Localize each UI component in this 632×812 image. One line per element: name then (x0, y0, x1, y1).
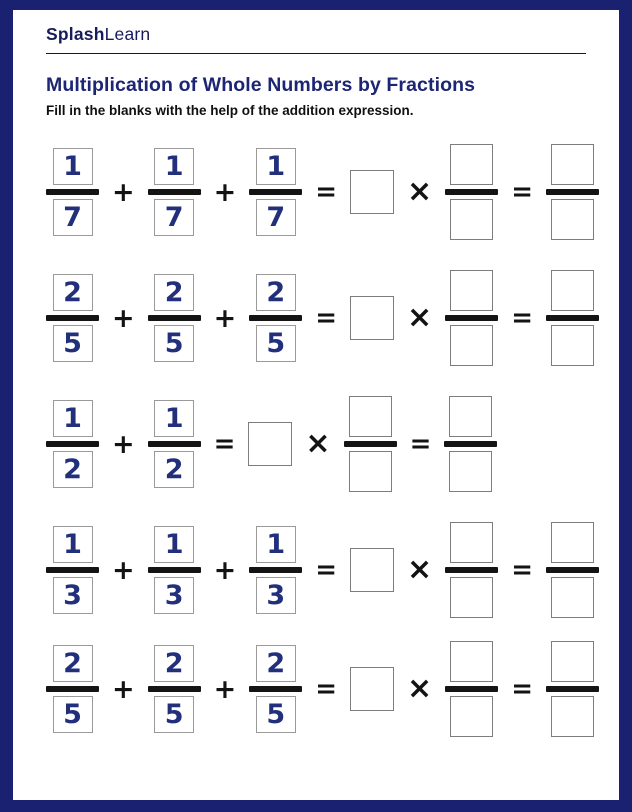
whole-number-input-box[interactable] (248, 422, 292, 466)
numerator-box: 2 (256, 274, 296, 311)
header (46, 24, 599, 118)
page-title: Multiplication of Whole Numbers by Fractions (46, 74, 476, 96)
plus-operator: + (112, 302, 135, 334)
denominator-input-box[interactable] (449, 451, 492, 492)
equation-row (46, 270, 599, 366)
numerator-box: 1 (53, 526, 93, 563)
equation-row (46, 522, 599, 618)
factor-fraction (445, 522, 498, 618)
result-fraction (546, 522, 599, 618)
plus-operator: + (213, 673, 237, 705)
fraction-bar (249, 567, 302, 573)
times-operator: × (407, 300, 433, 336)
numerator-box: 2 (256, 645, 296, 682)
fraction-bar (148, 315, 201, 321)
fraction-bar (546, 315, 599, 321)
denominator-box: 3 (256, 577, 296, 614)
fraction-bar (444, 441, 497, 447)
plus-operator: + (213, 554, 237, 586)
numerator-box: 1 (154, 400, 194, 437)
numerator-input-box[interactable] (551, 522, 594, 563)
denominator-box: 3 (53, 577, 93, 614)
numerator-box: 1 (154, 526, 194, 563)
plus-operator: + (112, 428, 135, 460)
plus-operator: + (112, 673, 135, 705)
addend-fraction (46, 645, 99, 733)
fraction-bar (546, 189, 599, 195)
denominator-input-box[interactable] (450, 696, 493, 737)
fraction-bar (445, 189, 498, 195)
numerator-input-box[interactable] (551, 270, 594, 311)
fraction-bar (46, 189, 99, 195)
plus-operator: + (112, 554, 135, 586)
factor-fraction (445, 144, 498, 240)
header-divider (46, 53, 586, 54)
equals-operator: = (315, 674, 338, 705)
denominator-input-box[interactable] (450, 325, 493, 366)
times-operator: × (407, 671, 433, 707)
whole-number-input-box[interactable] (350, 667, 394, 711)
equals-operator: = (511, 674, 533, 705)
plus-operator: + (213, 176, 237, 208)
numerator-box: 2 (53, 274, 93, 311)
logo-text-bold: Splash (46, 24, 105, 44)
addend-fraction (46, 274, 99, 362)
equals-operator: = (409, 429, 432, 460)
denominator-input-box[interactable] (450, 577, 493, 618)
denominator-input-box[interactable] (551, 577, 594, 618)
equals-operator: = (315, 555, 338, 586)
numerator-input-box[interactable] (450, 522, 493, 563)
numerator-input-box[interactable] (551, 144, 594, 185)
worksheet-page (13, 10, 619, 800)
whole-number-input-box[interactable] (350, 296, 394, 340)
instructions-text: Fill in the blanks with the help of the addition expression. (46, 103, 414, 119)
denominator-box: 5 (53, 696, 93, 733)
numerator-input-box[interactable] (551, 641, 594, 682)
fraction-bar (46, 686, 99, 692)
equation-row (46, 144, 599, 240)
addend-fraction (249, 274, 302, 362)
denominator-box: 7 (154, 199, 194, 236)
whole-number-input-box[interactable] (350, 548, 394, 592)
addend-fraction (148, 148, 201, 236)
factor-fraction (445, 270, 498, 366)
equals-operator: = (511, 177, 533, 208)
fraction-bar (249, 315, 302, 321)
fraction-bar (445, 686, 498, 692)
result-fraction (444, 396, 497, 492)
fraction-bar (249, 686, 302, 692)
fraction-bar (46, 441, 99, 447)
numerator-box: 2 (53, 645, 93, 682)
factor-fraction (445, 641, 498, 737)
fraction-bar (148, 441, 201, 447)
fraction-bar (546, 567, 599, 573)
addend-fraction (249, 526, 302, 614)
addend-fraction (249, 645, 302, 733)
numerator-box: 2 (154, 645, 194, 682)
result-fraction (546, 641, 599, 737)
numerator-box: 1 (53, 400, 93, 437)
denominator-input-box[interactable] (551, 696, 594, 737)
denominator-box: 5 (154, 325, 194, 362)
equals-operator: = (315, 177, 338, 208)
worksheet-rows (46, 144, 599, 737)
equals-operator: = (213, 429, 236, 460)
fraction-bar (148, 189, 201, 195)
fraction-bar (546, 686, 599, 692)
addend-fraction (46, 400, 99, 488)
denominator-input-box[interactable] (551, 325, 594, 366)
numerator-input-box[interactable] (450, 270, 493, 311)
numerator-input-box[interactable] (450, 641, 493, 682)
equals-operator: = (315, 303, 338, 334)
denominator-input-box[interactable] (349, 451, 392, 492)
numerator-box: 1 (154, 148, 194, 185)
denominator-box: 5 (53, 325, 93, 362)
numerator-box: 1 (53, 148, 93, 185)
denominator-input-box[interactable] (450, 199, 493, 240)
numerator-input-box[interactable] (449, 396, 492, 437)
addend-fraction (148, 526, 201, 614)
fraction-bar (344, 441, 397, 447)
fraction-bar (148, 686, 201, 692)
denominator-box: 7 (256, 199, 296, 236)
denominator-box: 5 (256, 325, 296, 362)
numerator-box: 2 (154, 274, 194, 311)
numerator-input-box[interactable] (349, 396, 392, 437)
fraction-bar (249, 189, 302, 195)
equation-row (46, 396, 599, 492)
numerator-box: 1 (256, 148, 296, 185)
denominator-box: 2 (154, 451, 194, 488)
fraction-bar (148, 567, 201, 573)
addend-fraction (148, 274, 201, 362)
times-operator: × (407, 174, 433, 210)
logo-text-light: Learn (104, 24, 151, 44)
fraction-bar (46, 567, 99, 573)
plus-operator: + (112, 176, 135, 208)
fraction-bar (46, 315, 99, 321)
factor-fraction (344, 396, 397, 492)
times-operator: × (305, 426, 331, 462)
equals-operator: = (511, 303, 533, 334)
fraction-bar (445, 315, 498, 321)
denominator-box: 5 (256, 696, 296, 733)
addend-fraction (46, 526, 99, 614)
result-fraction (546, 144, 599, 240)
equation-row (46, 641, 599, 737)
splashlearn-logo (46, 24, 599, 45)
plus-operator: + (213, 302, 237, 334)
addend-fraction (249, 148, 302, 236)
result-fraction (546, 270, 599, 366)
numerator-box: 1 (256, 526, 296, 563)
numerator-input-box[interactable] (450, 144, 493, 185)
times-operator: × (407, 552, 433, 588)
addend-fraction (148, 645, 201, 733)
whole-number-input-box[interactable] (350, 170, 394, 214)
equals-operator: = (511, 555, 533, 586)
denominator-box: 2 (53, 451, 93, 488)
addend-fraction (46, 148, 99, 236)
denominator-box: 3 (154, 577, 194, 614)
denominator-box: 5 (154, 696, 194, 733)
denominator-box: 7 (53, 199, 93, 236)
denominator-input-box[interactable] (551, 199, 594, 240)
addend-fraction (148, 400, 201, 488)
fraction-bar (445, 567, 498, 573)
